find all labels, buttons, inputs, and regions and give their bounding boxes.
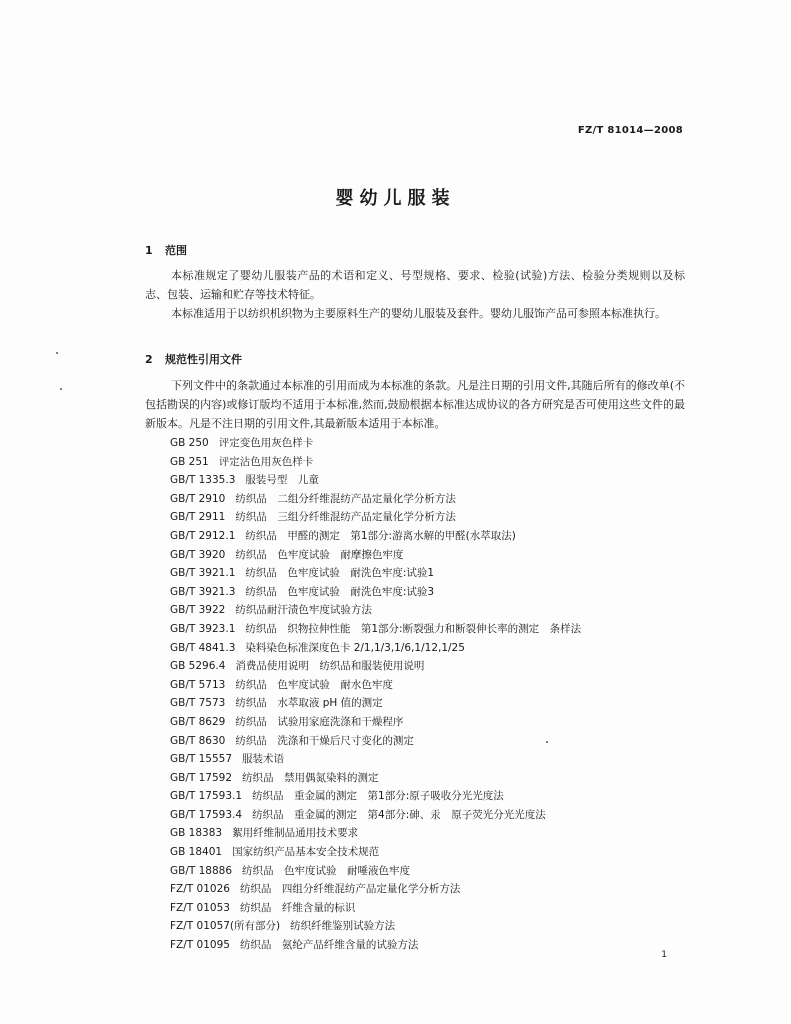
- reference-title: 纺织品 甲醛的测定 第1部分:游离水解的甲醛(水萃取法): [245, 529, 516, 542]
- reference-title: 纺织品 禁用偶氮染料的测定: [242, 771, 379, 784]
- reference-title: 纺织品耐汗渍色牢度试验方法: [235, 604, 372, 617]
- reference-code: GB/T 1335.3: [170, 474, 236, 487]
- reference-item: [170, 787, 581, 806]
- reference-item: [170, 546, 581, 565]
- reference-item: [170, 434, 581, 453]
- reference-code: FZ/T 01057(所有部分): [170, 920, 281, 933]
- reference-item: [170, 806, 581, 825]
- reference-item: [170, 601, 581, 620]
- reference-code: GB/T 17593.4: [170, 808, 243, 821]
- section-2-intro: 下列文件中的条款通过本标准的引用而成为本标准的条款。凡是注日期的引用文件,其随后所有的修改单(不包括勘误的内容)或修订版均不适用于本标准,然而,鼓励根据本标准达成协议的各方研究是否可使用这些文件的最新版本。凡是不注日期的引用文件,其最新版本适用于本标准。: [145, 379, 685, 430]
- section-1-paragraph-2: 本标准适用于以纺织机织物为主要原料生产的婴幼儿服装及套件。婴幼儿服饰产品可参照本标准执行。: [171, 307, 666, 320]
- reference-title: 纺织品 重金属的测定 第4部分:砷、汞 原子荧光分光光度法: [252, 808, 546, 821]
- reference-title: 纺织品 色牢度试验 耐唾液色牢度: [242, 864, 411, 877]
- section-1-heading: [145, 242, 187, 258]
- reference-code: GB 251: [170, 455, 209, 468]
- reference-title: 纺织品 氨纶产品纤维含量的试验方法: [239, 939, 419, 952]
- reference-code: GB/T 2912.1: [170, 529, 236, 542]
- reference-item: [170, 508, 581, 527]
- reference-title: 纺织品 色牢度试验 耐洗色牢度:试验3: [245, 585, 435, 598]
- reference-item: [170, 490, 581, 509]
- reference-item: [170, 936, 581, 955]
- reference-item: [170, 527, 581, 546]
- reference-code: GB/T 3923.1: [170, 622, 236, 635]
- reference-code: GB/T 18886: [170, 864, 233, 877]
- reference-title: 纺织品 织物拉伸性能 第1部分:断裂强力和断裂伸长率的测定 条样法: [245, 622, 582, 635]
- section-1-paragraph-1: 本标准规定了婴幼儿服装产品的术语和定义、号型规格、要求、检验(试验)方法、检验分类规则以及标志、包装、运输和贮存等技术特征。: [145, 269, 685, 301]
- scan-speck: [60, 388, 62, 390]
- reference-title: 纺织品 色牢度试验 耐洗色牢度:试验1: [245, 567, 435, 580]
- reference-item: [170, 657, 581, 676]
- reference-code: GB/T 15557: [170, 753, 233, 766]
- reference-item: [170, 750, 581, 769]
- reference-title: 纺织纤维鉴别试验方法: [290, 920, 396, 933]
- reference-title: 染料染色标准深度色卡 2/1,1/3,1/6,1/12,1/25: [245, 641, 465, 654]
- reference-title: 服装术语: [242, 753, 285, 766]
- page-number: 1: [661, 950, 667, 960]
- reference-code: GB/T 5713: [170, 678, 226, 691]
- reference-code: FZ/T 01095: [170, 939, 230, 952]
- reference-title: 消费品使用说明 纺织品和服装使用说明: [235, 660, 425, 673]
- reference-code: GB 18401: [170, 846, 223, 859]
- reference-item: [170, 694, 581, 713]
- reference-title: 纺织品 重金属的测定 第1部分:原子吸收分光光度法: [252, 790, 504, 803]
- reference-code: GB/T 8629: [170, 715, 226, 728]
- section-2-number: 2: [145, 353, 153, 366]
- reference-title: 国家纺织产品基本安全技术规范: [232, 846, 380, 859]
- reference-code: FZ/T 01026: [170, 883, 230, 896]
- document-title: 婴幼儿服装: [335, 188, 456, 209]
- reference-title: 评定变色用灰色样卡: [218, 437, 314, 449]
- reference-title: 纺织品 二组分纤维混纺产品定量化学分析方法: [235, 492, 456, 505]
- reference-code: FZ/T 01053: [170, 901, 230, 914]
- reference-code: GB 5296.4: [170, 660, 226, 673]
- reference-item: [170, 583, 581, 602]
- reference-code: GB/T 17593.1: [170, 790, 243, 803]
- reference-item: [170, 453, 581, 472]
- reference-title: 纺织品 色牢度试验 耐水色牢度: [235, 678, 393, 691]
- reference-item: [170, 676, 581, 695]
- reference-title: 絮用纤维制品通用技术要求: [232, 827, 359, 840]
- section-1-number: 1: [145, 244, 153, 257]
- reference-code: GB/T 3920: [170, 548, 226, 561]
- reference-code: GB/T 4841.3: [170, 641, 236, 654]
- reference-item: [170, 917, 581, 936]
- reference-code: GB/T 2910: [170, 492, 226, 505]
- scan-speck: [546, 741, 548, 743]
- reference-item: [170, 713, 581, 732]
- reference-title: 纺织品 四组分纤维混纺产品定量化学分析方法: [239, 883, 461, 896]
- reference-title: 纺织品 洗涤和干燥后尺寸变化的测定: [235, 734, 414, 747]
- reference-item: [170, 899, 581, 918]
- reference-item: [170, 862, 581, 881]
- standard-number: FZ/T 81014—2008: [577, 125, 683, 136]
- reference-code: GB/T 7573: [170, 697, 226, 710]
- reference-item: [170, 639, 581, 658]
- reference-title: 服装号型 儿童: [245, 474, 319, 487]
- reference-item: [170, 880, 581, 899]
- section-1-title: 范围: [165, 244, 187, 257]
- reference-item: [170, 732, 581, 751]
- normative-reference-list: [170, 434, 581, 955]
- reference-title: 纺织品 三组分纤维混纺产品定量化学分析方法: [235, 511, 456, 524]
- reference-code: GB/T 2911: [170, 511, 226, 524]
- reference-code: GB 18383: [170, 827, 223, 840]
- reference-title: 纺织品 水萃取液 pH 值的测定: [235, 697, 383, 710]
- scan-speck: [56, 352, 58, 354]
- reference-code: GB/T 8630: [170, 734, 226, 747]
- reference-item: [170, 620, 581, 639]
- section-2-title: 规范性引用文件: [165, 353, 242, 366]
- reference-title: 纺织品 色牢度试验 耐摩擦色牢度: [235, 548, 404, 561]
- reference-code: GB/T 3921.3: [170, 585, 236, 598]
- reference-item: [170, 471, 581, 490]
- reference-item: [170, 564, 581, 583]
- reference-code: GB/T 3921.1: [170, 567, 236, 580]
- reference-title: 纺织品 纤维含量的标识: [239, 901, 356, 914]
- section-2-heading: [145, 351, 242, 367]
- reference-item: [170, 843, 581, 862]
- reference-title: 纺织品 试验用家庭洗涤和干燥程序: [235, 715, 404, 728]
- reference-item: [170, 824, 581, 843]
- reference-code: GB/T 17592: [170, 771, 233, 784]
- reference-item: [170, 769, 581, 788]
- reference-code: GB 250: [170, 437, 209, 449]
- reference-code: GB/T 3922: [170, 604, 226, 617]
- reference-title: 评定沾色用灰色样卡: [218, 455, 314, 468]
